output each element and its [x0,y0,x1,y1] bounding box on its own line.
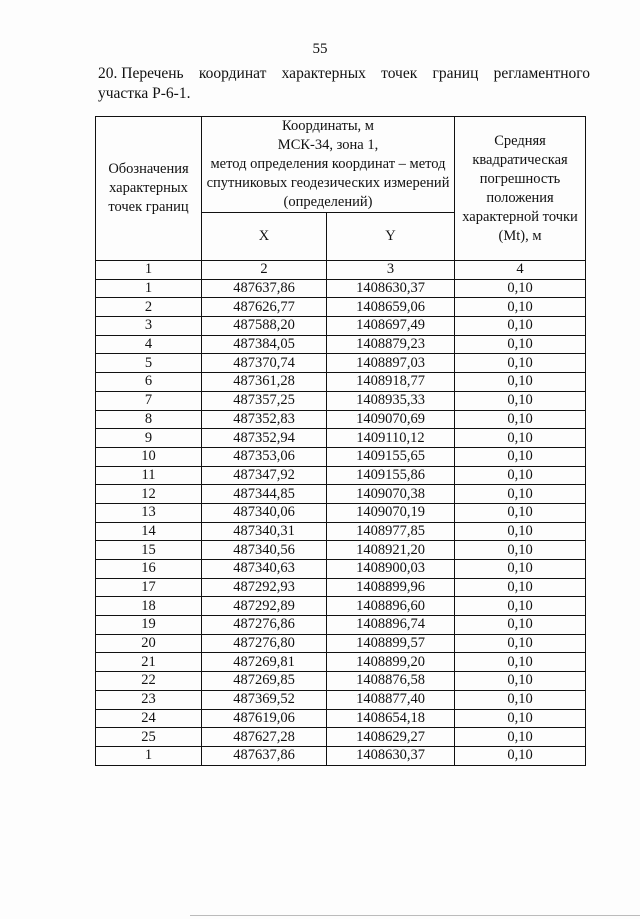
x-cell: 487344,85 [202,485,327,504]
y-cell: 1409155,86 [327,466,455,485]
table-row [96,597,586,616]
y-cell: 1408918,77 [327,373,455,392]
x-cell: 487384,05 [202,335,327,354]
x-cell: 487276,80 [202,634,327,653]
table-row [96,410,586,429]
heading-word: характерных [281,65,366,82]
header-point-designation: Обозначения характерных точек границ [96,117,202,261]
x-cell: 487353,06 [202,447,327,466]
y-cell: 1408877,40 [327,690,455,709]
x-cell: 487627,28 [202,728,327,747]
numbering-cell: 1 [96,261,202,280]
point-cell: 7 [96,391,202,410]
header-coordinates-line: МСК-34, зона 1, [277,137,379,153]
table-row [96,522,586,541]
point-cell: 20 [96,634,202,653]
numbering-row [96,261,586,280]
table-row [96,354,586,373]
heading-word: точек [381,65,418,82]
point-cell: 15 [96,541,202,560]
y-cell: 1408876,58 [327,672,455,691]
section-heading [98,64,590,104]
x-cell: 487361,28 [202,373,327,392]
point-cell: 4 [96,335,202,354]
table-row [96,466,586,485]
heading-line-2: участка Р-6-1. [98,85,191,102]
y-cell: 1408899,57 [327,634,455,653]
table-row [96,616,586,635]
point-cell: 1 [96,279,202,298]
y-cell: 1408897,03 [327,354,455,373]
y-cell: 1408697,49 [327,317,455,336]
mt-cell: 0,10 [455,634,586,653]
mt-cell: 0,10 [455,560,586,579]
point-cell: 6 [96,373,202,392]
mt-cell: 0,10 [455,279,586,298]
header-coordinates-group [202,117,455,213]
heading-word: 20. Перечень [98,65,184,82]
x-cell: 487292,89 [202,597,327,616]
heading-word: регламентного [493,65,590,82]
x-cell: 487347,92 [202,466,327,485]
point-cell: 21 [96,653,202,672]
heading-word: координат [198,65,267,82]
header-coordinates-line: Координаты, м [282,118,374,134]
mt-cell: 0,10 [455,373,586,392]
point-cell: 22 [96,672,202,691]
table-row [96,653,586,672]
point-cell: 16 [96,560,202,579]
header-coordinates-line: спутниковых геодезических измерений [206,175,450,191]
point-cell: 1 [96,746,202,765]
header-x: X [202,213,327,261]
y-cell: 1408659,06 [327,298,455,317]
table-row [96,746,586,765]
mt-cell: 0,10 [455,466,586,485]
table-row [96,335,586,354]
point-cell: 5 [96,354,202,373]
table-row [96,317,586,336]
point-cell: 2 [96,298,202,317]
y-cell: 1408921,20 [327,541,455,560]
x-cell: 487276,86 [202,616,327,635]
y-cell: 1408896,60 [327,597,455,616]
x-cell: 487370,74 [202,354,327,373]
x-cell: 487637,86 [202,279,327,298]
coordinates-table [95,116,586,766]
mt-cell: 0,10 [455,317,586,336]
mt-cell: 0,10 [455,503,586,522]
mt-cell: 0,10 [455,298,586,317]
point-cell: 25 [96,728,202,747]
mt-cell: 0,10 [455,728,586,747]
point-cell: 8 [96,410,202,429]
y-cell: 1408899,20 [327,653,455,672]
header-coordinates-line: (определений) [283,194,373,210]
mt-cell: 0,10 [455,410,586,429]
table-row [96,578,586,597]
mt-cell: 0,10 [455,541,586,560]
x-cell: 487352,83 [202,410,327,429]
mt-cell: 0,10 [455,429,586,448]
table-row [96,690,586,709]
table-row [96,634,586,653]
point-cell: 13 [96,503,202,522]
y-cell: 1408899,96 [327,578,455,597]
header-y: Y [327,213,455,261]
point-cell: 17 [96,578,202,597]
y-cell: 1409110,12 [327,429,455,448]
page-number: 55 [312,41,328,57]
numbering-cell: 3 [327,261,455,280]
x-cell: 487357,25 [202,391,327,410]
point-cell: 9 [96,429,202,448]
mt-cell: 0,10 [455,391,586,410]
heading-word: границ [432,65,479,82]
x-cell: 487369,52 [202,690,327,709]
x-cell: 487340,63 [202,560,327,579]
y-cell: 1409070,19 [327,503,455,522]
point-cell: 23 [96,690,202,709]
y-cell: 1408879,23 [327,335,455,354]
table-body [96,261,586,766]
y-cell: 1408977,85 [327,522,455,541]
mt-cell: 0,10 [455,690,586,709]
mt-cell: 0,10 [455,522,586,541]
x-cell: 487588,20 [202,317,327,336]
x-cell: 487619,06 [202,709,327,728]
table-row [96,672,586,691]
table-row [96,541,586,560]
y-cell: 1408630,37 [327,279,455,298]
table-row [96,560,586,579]
table-row [96,391,586,410]
header-coordinates-line: метод определения координат – метод [210,156,446,172]
y-cell: 1408630,37 [327,746,455,765]
y-cell: 1409070,69 [327,410,455,429]
table-row [96,279,586,298]
table-row [96,485,586,504]
mt-cell: 0,10 [455,616,586,635]
table-row [96,709,586,728]
mt-cell: 0,10 [455,447,586,466]
table-row [96,429,586,448]
table-row [96,728,586,747]
mt-cell: 0,10 [455,672,586,691]
x-cell: 487626,77 [202,298,327,317]
table-row [96,373,586,392]
x-cell: 487637,86 [202,746,327,765]
y-cell: 1409155,65 [327,447,455,466]
mt-cell: 0,10 [455,709,586,728]
mt-cell: 0,10 [455,578,586,597]
point-cell: 10 [96,447,202,466]
y-cell: 1408935,33 [327,391,455,410]
y-cell: 1408654,18 [327,709,455,728]
table-row [96,503,586,522]
numbering-cell: 2 [202,261,327,280]
x-cell: 487292,93 [202,578,327,597]
point-cell: 11 [96,466,202,485]
point-cell: 19 [96,616,202,635]
x-cell: 487340,06 [202,503,327,522]
mt-cell: 0,10 [455,335,586,354]
x-cell: 487352,94 [202,429,327,448]
x-cell: 487340,56 [202,541,327,560]
table-row [96,298,586,317]
y-cell: 1409070,38 [327,485,455,504]
scan-edge-line [190,915,640,916]
point-cell: 3 [96,317,202,336]
heading-line-1 [98,64,590,84]
x-cell: 487340,31 [202,522,327,541]
point-cell: 12 [96,485,202,504]
y-cell: 1408900,03 [327,560,455,579]
y-cell: 1408629,27 [327,728,455,747]
mt-cell: 0,10 [455,746,586,765]
point-cell: 14 [96,522,202,541]
x-cell: 487269,81 [202,653,327,672]
mt-cell: 0,10 [455,354,586,373]
point-cell: 24 [96,709,202,728]
numbering-cell: 4 [455,261,586,280]
header-mean-error: Средняя квадратическая погрешность положения характерной точки (Mt), м [455,117,586,261]
x-cell: 487269,85 [202,672,327,691]
mt-cell: 0,10 [455,597,586,616]
y-cell: 1408896,74 [327,616,455,635]
table-row [96,447,586,466]
mt-cell: 0,10 [455,485,586,504]
mt-cell: 0,10 [455,653,586,672]
point-cell: 18 [96,597,202,616]
